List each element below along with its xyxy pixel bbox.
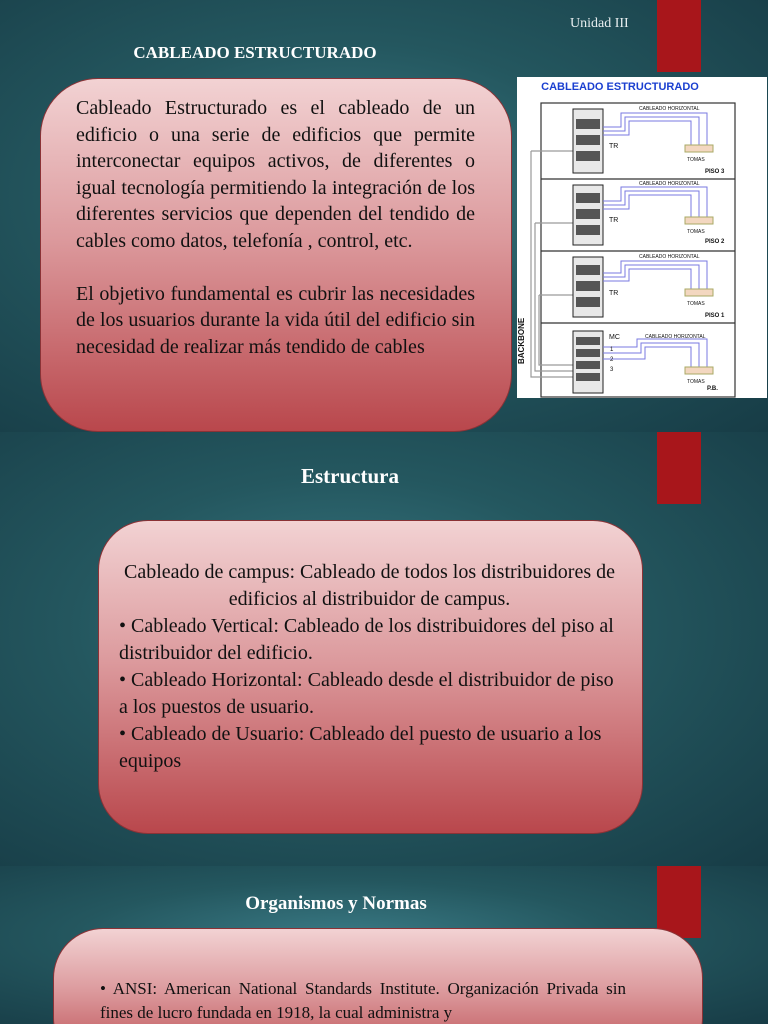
outlets-label: TOMAS [687, 157, 705, 163]
floor-label: PISO 3 [705, 169, 725, 175]
objective-paragraph: El objetivo fundamental es cubrir las necesidades de los usuarios durante la vida útil del edificio sin necesidad de realizar más tendido de cables [76, 282, 475, 358]
slide-title: CABLEADO ESTRUCTURADO [133, 43, 377, 62]
horizontal-cabling-label: CABLEADO HORIZONTAL [639, 106, 700, 112]
slide-3 [0, 866, 768, 1024]
horizontal-cabling-label: CABLEADO HORIZONTAL [645, 334, 706, 340]
structure-box [98, 520, 643, 834]
horizontal-cabling-item: • Cableado Horizontal: Cableado desde el distribuidor de piso a los puestos de usuario. [119, 669, 614, 718]
backbone-label: BACKBONE [517, 317, 526, 364]
closet-label: MC [609, 334, 620, 341]
accent-tab [657, 0, 701, 72]
definition-box [40, 78, 512, 432]
floor-ground [573, 331, 718, 393]
slide-1 [0, 0, 768, 432]
section-title: Estructura [301, 464, 399, 488]
closet-label: TR [609, 143, 619, 150]
floor-1 [573, 254, 725, 319]
level-label: 2 [610, 357, 614, 363]
horizontal-cabling-label: CABLEADO HORIZONTAL [639, 181, 700, 187]
unit-label: Unidad III [570, 16, 629, 31]
outlets-label: TOMAS [687, 301, 705, 307]
horizontal-cabling-label: CABLEADO HORIZONTAL [639, 254, 700, 260]
diagram-title: CABLEADO ESTRUCTURADO [541, 81, 699, 93]
outlets-label: TOMAS [687, 229, 705, 235]
level-label: 3 [610, 367, 614, 373]
level-label: 1 [610, 347, 614, 353]
standards-box [53, 928, 703, 1024]
outlets-label: TOMAS [687, 379, 705, 385]
slide-2 [0, 432, 768, 866]
floor-label: PISO 2 [705, 239, 725, 245]
campus-cabling-item: Cableado de campus: Cableado de todos los distribuidores de edificios al distribuidor de campus. [123, 561, 615, 610]
definition-paragraph: Cableado Estructurado es el cableado de un edificio o una serie de edificios que permite interconectar equipos activos, de diferentes o igual tecnología permitiendo la integración de los diferentes servicios que dependen del tendido de cables como datos, telefonía , control, etc. [76, 97, 475, 252]
diagram-svg [517, 77, 767, 398]
vertical-cabling-item: • Cableado Vertical: Cableado de los distribuidores del piso al distribuidor del edificio. [119, 615, 614, 664]
ansi-item: • ANSI: American National Standards Institute. Organización Privada sin fines de lucro fundada en 1918, la cual administra y [100, 979, 626, 1022]
floor-3 [573, 106, 725, 175]
floor-label: PISO 1 [705, 313, 725, 319]
structured-cabling-diagram [517, 77, 767, 398]
section-title: Organismos y Normas [245, 893, 427, 914]
closet-label: TR [609, 217, 619, 224]
user-cabling-item: • Cableado de Usuario: Cableado del puesto de usuario a los equipos [119, 723, 602, 772]
floor-label: P.B. [707, 386, 718, 392]
closet-label: TR [609, 290, 619, 297]
floor-2 [573, 181, 725, 245]
